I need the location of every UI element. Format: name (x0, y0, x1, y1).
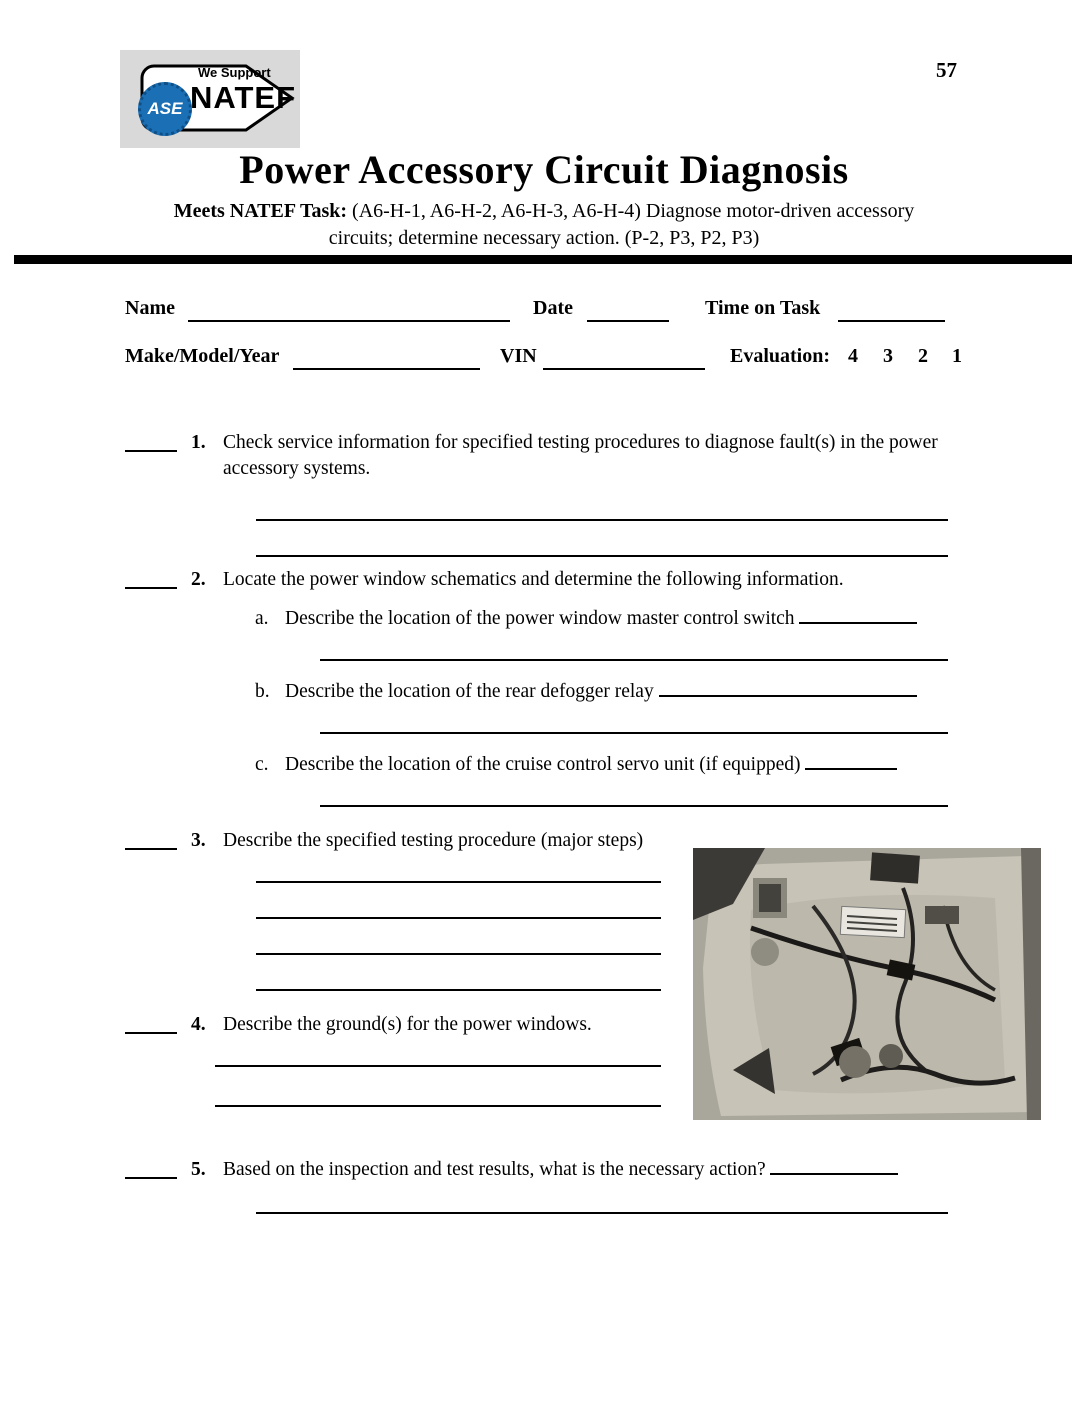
make-model-year-blank (293, 348, 480, 370)
answer-line (320, 804, 948, 807)
page-number: 57 (936, 58, 957, 82)
question-2c (255, 752, 897, 776)
evaluation-label: Evaluation: (730, 345, 831, 367)
evaluation-4: 4 (848, 345, 858, 367)
score-blank (125, 567, 177, 589)
question-text: Describe the ground(s) for the power windows. (223, 1014, 592, 1035)
name-label: Name (125, 297, 175, 319)
question-2 (125, 567, 953, 593)
question-text: Locate the power window schematics and determine the following information. (223, 569, 844, 590)
answer-line (320, 658, 948, 661)
question-5 (125, 1157, 953, 1183)
natef-task-codes: (A6-H-1, A6-H-2, A6-H-3, A6-H-4) Diagnose motor-driven accessory (352, 200, 915, 222)
score-blank (125, 828, 177, 850)
answer-line (320, 731, 948, 734)
question-2a (255, 606, 917, 630)
answer-line (256, 952, 661, 955)
score-blank (125, 1012, 177, 1034)
question-text: Check service information for specified testing procedures to diagnose fault(s) in the power accessory systems. (223, 432, 938, 480)
ase-text: ASE (147, 99, 183, 118)
score-blank (125, 430, 177, 452)
ase-gear-icon (138, 82, 192, 136)
answer-line (256, 554, 948, 557)
date-blank (587, 300, 669, 322)
time-on-task-label: Time on Task (705, 297, 821, 319)
inline-answer-blank (805, 752, 897, 770)
question-4 (125, 1012, 683, 1038)
question-number: 3. (191, 830, 206, 851)
question-number: 2. (191, 569, 206, 590)
natef-task-line2: circuits; determine necessary action. (P-2, P3, P2, P3) (328, 227, 760, 249)
answer-line (256, 988, 661, 991)
door-wiring-photo (693, 848, 1041, 1120)
question-1 (125, 430, 953, 483)
question-text-content: Based on the inspection and test results, what is the necessary action? (223, 1159, 766, 1180)
answer-line (256, 1211, 948, 1214)
make-model-year-label: Make/Model/Year (125, 345, 280, 367)
natef-text: NATEF (190, 80, 297, 115)
inline-answer-blank (799, 606, 917, 624)
score-blank (125, 1157, 177, 1179)
inline-answer-blank (770, 1157, 898, 1175)
answer-line (215, 1064, 661, 1067)
evaluation-1: 1 (952, 345, 962, 367)
answer-line (256, 518, 948, 521)
divider-rule (14, 255, 1072, 264)
vin-label: VIN (500, 345, 537, 367)
natef-logo (132, 56, 296, 142)
sub-text: Describe the location of the rear defogger relay (285, 681, 654, 702)
evaluation-3: 3 (883, 345, 893, 367)
question-2b (255, 679, 917, 703)
door-panel-photo-graphic (693, 848, 1041, 1120)
we-support-text: We Support (198, 65, 271, 80)
vin-blank (543, 348, 705, 370)
natef-task-label: Meets NATEF Task: (173, 200, 348, 222)
answer-line (215, 1104, 661, 1107)
date-label: Date (533, 297, 573, 319)
question-number: 4. (191, 1014, 206, 1035)
sub-letter: a. (255, 608, 269, 629)
natef-task-line1 (0, 200, 1088, 223)
name-blank (188, 300, 510, 322)
question-number: 5. (191, 1159, 206, 1180)
answer-line (256, 916, 661, 919)
sub-letter: c. (255, 754, 269, 775)
inline-answer-blank (659, 679, 917, 697)
sub-text: Describe the location of the cruise control servo unit (if equipped) (285, 754, 801, 775)
answer-line (256, 880, 661, 883)
sub-letter: b. (255, 681, 270, 702)
question-text (223, 1157, 953, 1183)
evaluation-2: 2 (918, 345, 928, 367)
question-number: 1. (191, 432, 206, 453)
page-title: Power Accessory Circuit Diagnosis (239, 147, 849, 192)
question-text: Describe the specified testing procedure (major steps) (223, 830, 644, 851)
sub-text: Describe the location of the power window master control switch (285, 608, 795, 629)
time-on-task-blank (838, 300, 945, 322)
